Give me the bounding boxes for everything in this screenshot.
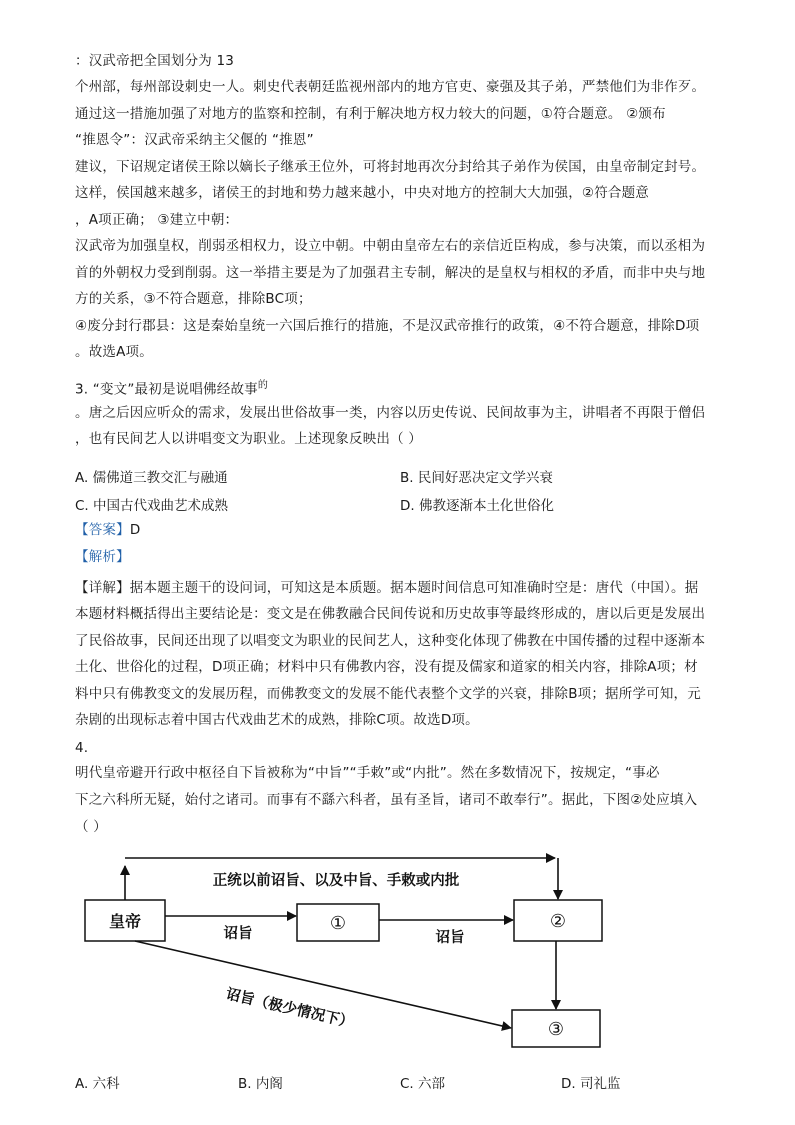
stem-text: 3. “变文”最初是说唱佛经故事	[75, 381, 258, 398]
text-line: “推恩令”：汉武帝采纳主父偃的 “推恩”	[75, 132, 314, 148]
option-c: C. 六部	[400, 1076, 446, 1092]
emperor-label: 皇帝	[108, 912, 142, 931]
edge-label-2: 诏旨	[435, 930, 465, 946]
option-a: A. 儒佛道三教交汇与融通	[75, 470, 228, 486]
question-number: 4.	[75, 740, 89, 756]
text-line: 个州部，每州部设刺史一人。刺史代表朝廷监视州部内的地方官吏、豪强及其子弟，严禁他们为非作歹。	[75, 79, 706, 95]
option-c: C. 中国古代戏曲艺术成熟	[75, 498, 229, 514]
detail-line: 土化、世俗化的过程，D项正确；材料中只有佛教内容，没有提及儒家和道家的相关内容，排除A项；材	[75, 659, 698, 675]
detail-line: 杂剧的出现标志着中国古代戏曲艺术的成熟，排除C项。故选D项。	[75, 712, 479, 728]
box-2-label: ②	[549, 911, 567, 932]
option-d: D. 佛教逐渐本土化世俗化	[400, 498, 554, 514]
detail-line: 本题材料概括得出主要结论是：变文是在佛教融合民间传说和历史故事等最终形成的，唐以后更是发展出	[75, 606, 706, 622]
text-line: ④废分封行郡县：这是秦始皇统一六国后推行的措施，不是汉武帝推行的政策，④不符合题意，排除D项	[75, 318, 700, 334]
answer-tag: 【答案】	[75, 522, 130, 538]
text-line: ，A项正确； ③建立中朝：	[75, 212, 239, 228]
option-a: A. 六科	[75, 1076, 120, 1092]
option-d: D. 司礼监	[561, 1076, 621, 1092]
question-stem: 下之六科所无疑，始付之诸司。而事有不繇六科者，虽有圣旨，诸司不敢奉行”。据此，下图②处应填入	[75, 792, 698, 808]
box-1-label: ①	[329, 913, 347, 934]
question-stem: 明代皇帝避开行政中枢径自下旨被称为“中旨”“手敕”或“内批”。然在多数情况下，按规定，“事必	[75, 765, 660, 781]
text-line: 这样，侯国越来越多，诸侯王的封地和势力越来越小，中央对地方的控制大大加强，②符合题意	[75, 185, 650, 201]
question-stem: 。唐之后因应听众的需求，发展出世俗故事一类，内容以历史传说、民间故事为主，讲唱者不再限于僧侣	[75, 405, 706, 421]
text-line: 通过这一措施加强了对地方的监察和控制，有利于解决地方权力较大的问题，①符合题意。 ②颁布	[75, 106, 666, 122]
question-stem: ，也有民间艺人以讲唱变文为职业。上述现象反映出（ ）	[75, 431, 422, 447]
option-b: B. 内阁	[238, 1076, 283, 1092]
option-b: B. 民间好恶决定文学兴衰	[400, 470, 553, 486]
diagonal-label: 诏旨（极少情况下）	[224, 986, 355, 1032]
question-stem: （ ）	[75, 819, 107, 835]
answer-value: D	[129, 522, 141, 538]
analysis-tag: 【解析】	[75, 549, 130, 565]
flow-diagram	[0, 845, 795, 1065]
box-3-label: ③	[547, 1019, 565, 1040]
detail-line: 【详解】据本题主题干的设问词，可知这是本质题。据本题时间信息可知准确时空是：唐代（中国）。据	[75, 580, 699, 596]
stem-superscript: 的	[257, 380, 269, 391]
text-line: 方的关系，③不符合题意，排除BC项；	[75, 291, 312, 307]
text-line: 。故选A项。	[75, 344, 153, 360]
text-line: 建议，下诏规定诸侯王除以嫡长子继承王位外，可将封地再次分封给其子弟作为侯国，由皇帝制定封号。	[75, 159, 706, 175]
detail-line: 料中只有佛教变文的发展历程，而佛教变文的发展不能代表整个文学的兴衰，排除B项；据所学可知，元	[75, 686, 701, 702]
text-line: ：汉武帝把全国划分为 13	[75, 53, 235, 69]
top-path-label: 正统以前诏旨、以及中旨、手敕或内批	[212, 873, 460, 889]
answer-line	[75, 520, 140, 540]
text-line: 首的外朝权力受到削弱。这一举措主要是为了加强君主专制，解决的是皇权与相权的矛盾，而非中央与地	[75, 265, 706, 281]
detail-line: 了民俗故事，民间还出现了以唱变文为职业的民间艺人，这种变化体现了佛教在中国传播的过程中逐渐本	[75, 633, 706, 649]
question-stem	[75, 376, 268, 400]
text-line: 汉武帝为加强皇权，削弱丞相权力，设立中朝。中朝由皇帝左右的亲信近臣构成，参与决策，而以丞相为	[75, 238, 706, 254]
edge-label-1: 诏旨	[223, 926, 253, 942]
